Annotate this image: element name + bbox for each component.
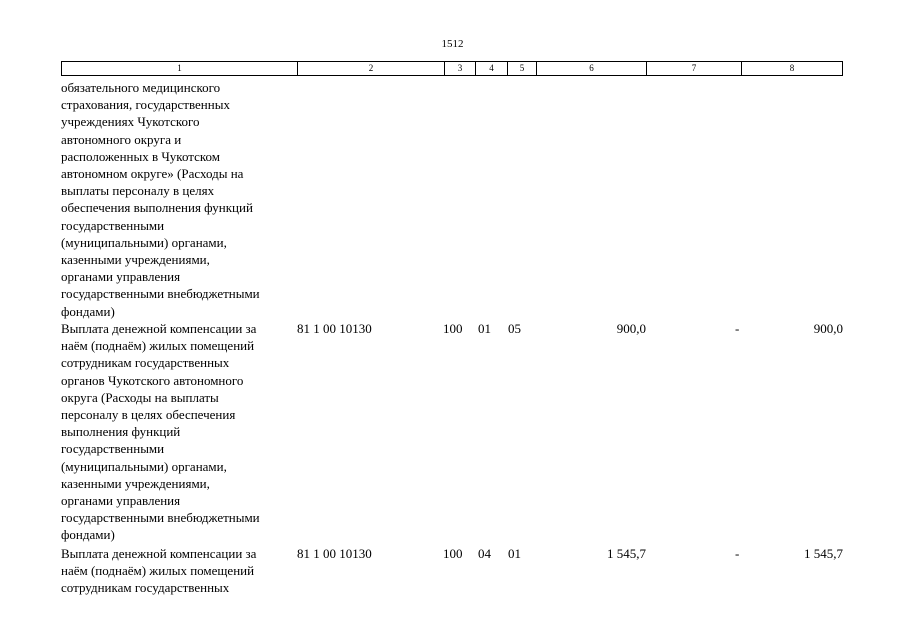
page-number: 1512: [441, 38, 464, 50]
row-line: казенными учреждениями,: [61, 252, 210, 268]
row-line: автономном округе» (Расходы на: [61, 166, 244, 182]
row-3-sum: 1 545,7: [607, 546, 646, 561]
row-line: сотрудникам государственных: [61, 355, 230, 371]
row-line: округа (Расходы на выплаты: [61, 389, 219, 405]
row-line: органами управления: [61, 493, 181, 509]
table-row-3-name: [61, 545, 301, 597]
table-row-1-name: [61, 79, 301, 320]
row-line: фондами): [61, 303, 115, 319]
header-col-7: 7: [647, 62, 742, 75]
row-3-rz: 04: [478, 546, 491, 561]
row-line: органами управления: [61, 269, 181, 285]
row-line: учреждениях Чукотского: [61, 114, 200, 130]
row-3-code: 81 1 00 10130: [297, 546, 372, 561]
row-line: государственными: [61, 441, 165, 457]
header-col-2: 2: [298, 62, 445, 75]
header-col-6: 6: [537, 62, 647, 75]
header-col-5: 5: [508, 62, 537, 75]
row-line: фондами): [61, 527, 115, 543]
row-line: персоналу в целях обеспечения: [61, 407, 236, 423]
row-line: органов Чукотского автономного: [61, 372, 244, 388]
row-2-sum: 900,0: [616, 321, 646, 336]
row-line: (муниципальными) органами,: [61, 458, 227, 474]
table-row-2-name: [61, 320, 301, 544]
row-3-total: 1 545,7: [804, 546, 843, 561]
row-line: автономного округа и: [61, 131, 182, 147]
row-line: сотрудникам государственных: [61, 580, 230, 596]
row-line: выплаты персоналу в целях: [61, 183, 215, 199]
row-line: расположенных в Чукотском: [61, 148, 221, 164]
row-line: обеспечения выполнения функций: [61, 200, 253, 216]
header-col-3: 3: [445, 62, 476, 75]
row-line: государственными: [61, 217, 165, 233]
row-line: Выплата денежной компенсации за: [61, 546, 257, 561]
row-2-pr: 05: [508, 321, 521, 336]
row-3-vr: 100: [443, 546, 463, 561]
row-line: (муниципальными) органами,: [61, 234, 227, 250]
row-line: выполнения функций: [61, 424, 181, 440]
row-3-pr: 01: [508, 546, 521, 561]
row-2-total: 900,0: [813, 321, 843, 336]
row-2-change: -: [735, 321, 740, 336]
row-line: государственными внебюджетными: [61, 510, 260, 526]
row-line: обязательного медицинского: [61, 80, 221, 95]
row-2-code: 81 1 00 10130: [297, 321, 372, 336]
header-col-8: 8: [789, 63, 795, 73]
row-3-change: -: [735, 546, 740, 561]
row-line: страхования, государственных: [61, 97, 230, 113]
row-2-vr: 100: [443, 321, 463, 336]
table-header: [61, 61, 843, 76]
row-line: наём (поднаём) жилых помещений: [61, 338, 255, 354]
row-2-rz: 01: [478, 321, 491, 336]
row-line: Выплата денежной компенсации за: [61, 321, 257, 336]
header-col-1: 1: [62, 62, 298, 75]
header-col-4: 4: [476, 62, 508, 75]
row-line: казенными учреждениями,: [61, 475, 210, 491]
row-line: государственными внебюджетными: [61, 286, 260, 302]
row-line: наём (поднаём) жилых помещений: [61, 563, 255, 579]
